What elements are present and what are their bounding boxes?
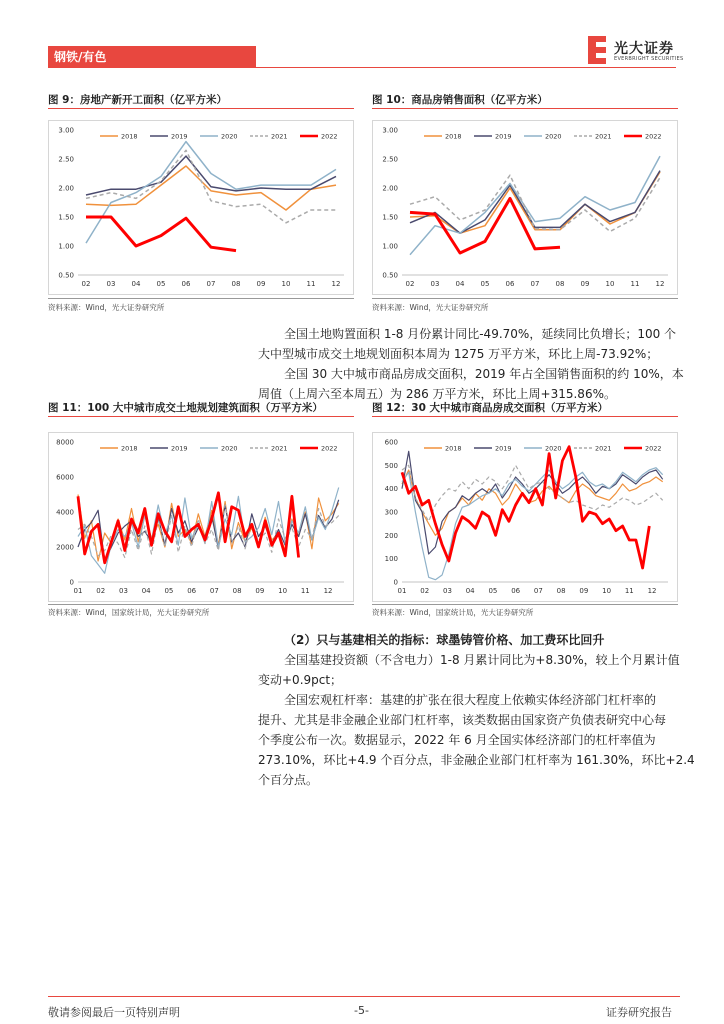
x-tick-label: 02 (81, 280, 91, 288)
y-tick-label: 2.50 (382, 155, 398, 164)
x-tick-label: 12 (655, 280, 665, 288)
section-subheading: （2）只与基建相关的指标：球墨铸管价格、加工费环比回升 (284, 633, 605, 647)
x-tick-label: 07 (206, 280, 216, 288)
logo-subtext: EVERBRIGHT SECURITIES (614, 56, 684, 62)
x-tick-label: 11 (306, 280, 316, 288)
legend-label: 2020 (221, 444, 238, 453)
x-tick-label: 08 (231, 280, 241, 288)
y-tick-label: 200 (384, 531, 398, 540)
chart-land-transaction (48, 432, 354, 602)
y-tick-label: 1.50 (382, 213, 398, 222)
legend-label: 2018 (121, 132, 138, 141)
x-tick-label: 03 (430, 280, 440, 288)
legend-label: 2020 (221, 132, 238, 141)
figure-10-source: 资料来源：Wind，光大证券研究所 (372, 303, 489, 312)
y-tick-label: 1.00 (382, 242, 398, 251)
y-tick-label: 4000 (56, 508, 74, 517)
source-divider (372, 604, 678, 605)
x-tick-label: 07 (209, 587, 219, 595)
x-tick-label: 05 (156, 280, 166, 288)
x-tick-label: 12 (331, 280, 341, 288)
y-tick-label: 2.50 (58, 155, 74, 164)
figure-11-title: 图 11：100 大中城市成交土地规划建筑面积（万平方米） (48, 400, 354, 417)
x-tick-label: 02 (96, 587, 106, 595)
header-divider (256, 67, 676, 68)
paragraph-line: 个百分点。 (258, 773, 319, 787)
series-line-2018 (410, 172, 660, 233)
y-tick-label: 2.00 (382, 184, 398, 193)
y-tick-label: 0.50 (382, 271, 398, 280)
y-tick-label: 2000 (56, 543, 74, 552)
figure-11-source: 资料来源：Wind，国家统计局，光大证券研究所 (48, 608, 210, 617)
y-tick-label: 6000 (56, 473, 74, 482)
x-tick-label: 01 (73, 587, 83, 595)
y-tick-label: 8000 (56, 438, 74, 447)
chart-frame (49, 121, 354, 295)
y-tick-label: 2.00 (58, 184, 74, 193)
paragraph-line: 全国宏观杠杆率：基建的扩张在很大程度上依赖实体经济部门杠杆率的 (284, 693, 657, 707)
y-tick-label: 300 (384, 508, 398, 517)
x-tick-label: 07 (530, 280, 540, 288)
y-tick-label: 400 (384, 485, 398, 494)
legend-label: 2021 (595, 132, 612, 141)
y-tick-label: 100 (384, 555, 398, 564)
y-tick-label: 1.50 (58, 213, 74, 222)
y-tick-label: 0 (393, 578, 398, 587)
figure-10-title: 图 10：商品房销售面积（亿平方米） (372, 92, 678, 109)
figure-12-title: 图 12：30 大中城市商品房成交面积（万平方米） (372, 400, 678, 417)
paragraph-line: 全国基建投资额（不含电力）1-8 月累计同比为+8.30%，较上个月累计值 (284, 653, 680, 667)
x-tick-label: 05 (480, 280, 490, 288)
x-tick-label: 07 (533, 587, 543, 595)
y-tick-label: 3.00 (58, 126, 74, 135)
series-line-2022 (86, 217, 236, 251)
x-tick-label: 03 (119, 587, 128, 595)
figure-9-title: 图 9：房地产新开工面积（亿平方米） (48, 92, 354, 109)
paragraph-line: 变动+0.9pct； (258, 673, 343, 687)
paragraph-line: 全国土地购置面积 1-8 月份累计同比-49.70%，延续同比负增长；100 个 (284, 327, 677, 341)
x-tick-label: 11 (300, 587, 310, 595)
legend-label: 2021 (271, 132, 288, 141)
legend-label: 2019 (171, 444, 188, 453)
chart-new-construction (48, 120, 354, 295)
paragraph-line: 全国 30 大中城市商品房成交面积，2019 年占全国销售面积的约 10%，本 (284, 367, 684, 381)
legend-label: 2021 (595, 444, 612, 453)
x-tick-label: 06 (181, 280, 191, 288)
source-divider (48, 604, 354, 605)
x-tick-label: 10 (605, 280, 615, 288)
x-tick-label: 10 (281, 280, 291, 288)
page-number: -5- (354, 1004, 369, 1017)
y-tick-label: 0.50 (58, 271, 74, 280)
x-tick-label: 04 (465, 587, 475, 595)
chart-frame (373, 433, 678, 602)
legend-label: 2022 (645, 132, 662, 141)
series-line-2019 (86, 156, 336, 195)
x-tick-label: 04 (131, 280, 141, 288)
chart-sales-area (372, 120, 678, 295)
legend-label: 2022 (321, 444, 338, 453)
x-tick-label: 11 (624, 587, 634, 595)
footer-disclaimer: 敬请参阅最后一页特别声明 (48, 1006, 180, 1019)
legend-label: 2019 (171, 132, 188, 141)
legend-label: 2018 (121, 444, 138, 453)
series-line-2020 (410, 156, 660, 255)
footer-report-type: 证券研究报告 (606, 1006, 672, 1019)
paragraph-line: 大中型城市成交土地规划面积本周为 1275 万平方米，环比上周-73.92%； (258, 347, 659, 361)
x-tick-label: 05 (164, 587, 174, 595)
legend-label: 2019 (495, 444, 512, 453)
y-tick-label: 3.00 (382, 126, 398, 135)
legend-label: 2022 (645, 444, 662, 453)
x-tick-label: 09 (580, 280, 590, 288)
x-tick-label: 04 (455, 280, 465, 288)
legend-label: 2019 (495, 132, 512, 141)
paragraph-line: 273.10%，环比+4.9 个百分点，非金融企业部门杠杆率为 161.30%，环比+2.4 (258, 753, 695, 767)
figure-9-source: 资料来源：Wind，光大证券研究所 (48, 303, 165, 312)
x-tick-label: 10 (602, 587, 612, 595)
legend-label: 2018 (445, 132, 462, 141)
x-tick-label: 06 (187, 587, 197, 595)
x-tick-label: 08 (232, 587, 242, 595)
x-tick-label: 04 (141, 587, 151, 595)
legend-label: 2022 (321, 132, 338, 141)
paragraph-line: 周值（上周六至本周五）为 286 万平方米，环比上周+315.86%。 (258, 387, 616, 401)
x-tick-label: 06 (505, 280, 515, 288)
legend-label: 2018 (445, 444, 462, 453)
y-tick-label: 0 (69, 578, 74, 587)
source-divider (48, 298, 354, 299)
y-tick-label: 500 (384, 461, 398, 470)
x-tick-label: 05 (488, 587, 498, 595)
x-tick-label: 12 (323, 587, 333, 595)
x-tick-label: 08 (556, 587, 566, 595)
x-tick-label: 02 (405, 280, 415, 288)
source-divider (372, 298, 678, 299)
logo-text: 光大证券 (614, 41, 674, 57)
x-tick-label: 11 (630, 280, 640, 288)
figure-12-source: 资料来源：Wind，国家统计局，光大证券研究所 (372, 608, 534, 617)
footer-divider (48, 996, 680, 997)
x-tick-label: 03 (106, 280, 116, 288)
paragraph-line: 个季度公布一次。数据显示，2022 年 6 月全国实体经济部门的杠杆率值为 (258, 733, 656, 747)
legend-label: 2020 (545, 132, 562, 141)
series-line-2020 (86, 142, 336, 244)
legend-label: 2021 (271, 444, 288, 453)
x-tick-label: 03 (443, 587, 452, 595)
x-tick-label: 01 (397, 587, 407, 595)
chart-housing-transaction (372, 432, 678, 602)
x-tick-label: 09 (256, 280, 266, 288)
section-tag: 钢铁/有色 (48, 46, 256, 68)
series-line-2022 (402, 444, 649, 568)
y-tick-label: 1.00 (58, 242, 74, 251)
x-tick-label: 10 (278, 587, 288, 595)
x-tick-label: 09 (579, 587, 589, 595)
y-tick-label: 600 (384, 438, 398, 447)
logo-mark-icon (588, 36, 608, 64)
company-logo (588, 36, 688, 66)
legend-label: 2020 (545, 444, 562, 453)
x-tick-label: 12 (647, 587, 657, 595)
paragraph-line: 提升、尤其是非金融企业部门杠杆率，该类数据由国家资产负债表研究中心每 (258, 713, 667, 727)
x-tick-label: 02 (420, 587, 430, 595)
x-tick-label: 08 (555, 280, 565, 288)
x-tick-label: 06 (511, 587, 521, 595)
x-tick-label: 09 (255, 587, 265, 595)
